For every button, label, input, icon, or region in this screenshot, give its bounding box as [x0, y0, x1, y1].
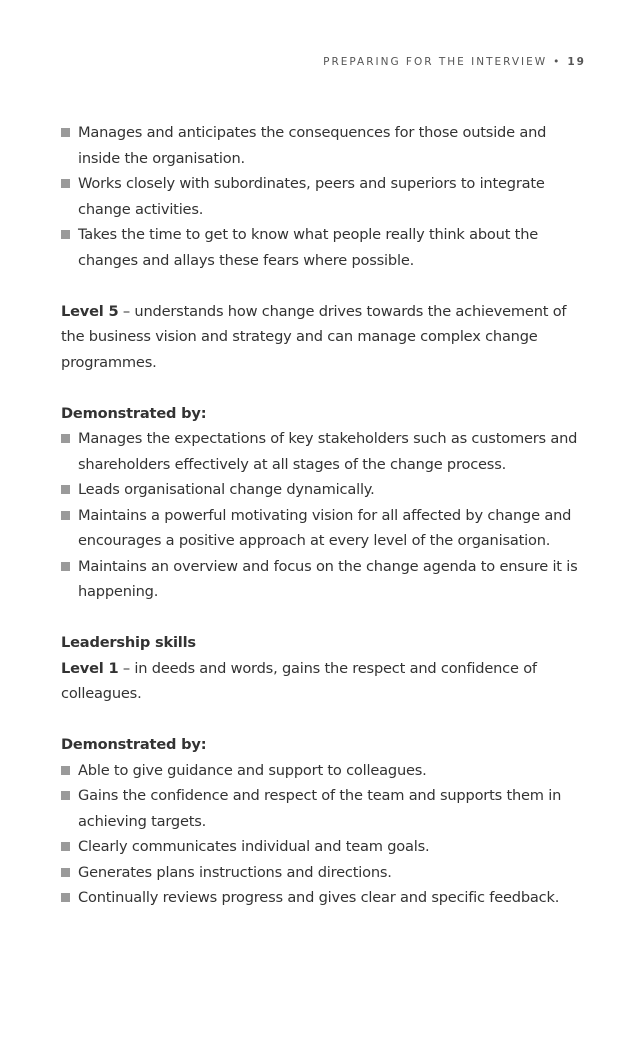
list-item-text: Leads organisational change dynamically.: [78, 481, 375, 498]
list-item-text: Maintains an overview and focus on the change agenda to ensure it is happening.: [78, 557, 578, 600]
level5-label: Level 5: [61, 302, 119, 320]
square-bullet-icon: [61, 868, 70, 877]
page-number: 19: [567, 56, 586, 68]
running-title: PREPARING FOR THE INTERVIEW: [323, 56, 548, 68]
list-item-text: Able to give guidance and support to colleagues.: [78, 761, 427, 779]
list-item-text: Maintains a powerful motivating vision for all affected by change and encourages a positive approach at every level of the organisation.: [78, 506, 572, 549]
section-heading-leadership: Leadership skills: [61, 634, 196, 651]
square-bullet-icon: [61, 511, 70, 520]
list-item-text: Manages and anticipates the consequences for those outside and inside the organisation.: [78, 124, 547, 167]
square-bullet-icon: [61, 562, 70, 571]
list-item: [61, 477, 589, 503]
list-item: [61, 426, 589, 477]
square-bullet-icon: [61, 179, 70, 188]
level1-label: Level 1: [61, 659, 119, 677]
list-item-text: Continually reviews progress and gives clear and specific feedback.: [78, 889, 560, 906]
list-item-text: Gains the confidence and respect of the team and supports them in achieving targets.: [78, 787, 562, 830]
list-item: [61, 120, 589, 171]
square-bullet-icon: [61, 766, 70, 775]
demonstrated-bullet-list: [61, 426, 589, 605]
square-bullet-icon: [61, 842, 70, 851]
square-bullet-icon: [61, 230, 70, 239]
list-item-text: Manages the expectations of key stakeholders such as customers and shareholders effectively at all stages of the change process.: [78, 430, 578, 473]
square-bullet-icon: [61, 485, 70, 494]
list-item: [61, 171, 589, 222]
intro-bullet-list: [61, 120, 589, 273]
square-bullet-icon: [61, 791, 70, 800]
level5-text: – understands how change drives towards the achievement of the business vision and strategy and can manage complex change programmes.: [61, 302, 567, 371]
list-item-text: Generates plans instructions and directions.: [78, 863, 392, 881]
list-item: [61, 554, 589, 605]
demonstrated-bullet-list: [61, 758, 589, 911]
demonstrated-by-heading: Demonstrated by:: [61, 404, 207, 422]
header-separator: •: [553, 56, 562, 68]
square-bullet-icon: [61, 893, 70, 902]
list-item: [61, 783, 589, 834]
list-item: [61, 758, 589, 784]
list-item-text: Takes the time to get to know what people really think about the changes and allays these fears where possible.: [78, 226, 539, 269]
square-bullet-icon: [61, 434, 70, 443]
list-item-text: Clearly communicates individual and team goals.: [78, 838, 430, 855]
list-item: [61, 503, 589, 554]
square-bullet-icon: [61, 128, 70, 137]
list-item: [61, 834, 589, 860]
running-head: [323, 56, 586, 68]
list-item: [61, 222, 589, 273]
demonstrated-by-heading: Demonstrated by:: [61, 736, 207, 753]
list-item-text: Works closely with subordinates, peers and superiors to integrate change activities.: [78, 175, 545, 218]
list-item: [61, 885, 589, 911]
page-body: [61, 120, 589, 911]
level5-paragraph: [61, 299, 589, 376]
list-item: [61, 860, 589, 886]
level1-paragraph: [61, 656, 589, 707]
level1-text: – in deeds and words, gains the respect and confidence of colleagues.: [61, 659, 537, 702]
